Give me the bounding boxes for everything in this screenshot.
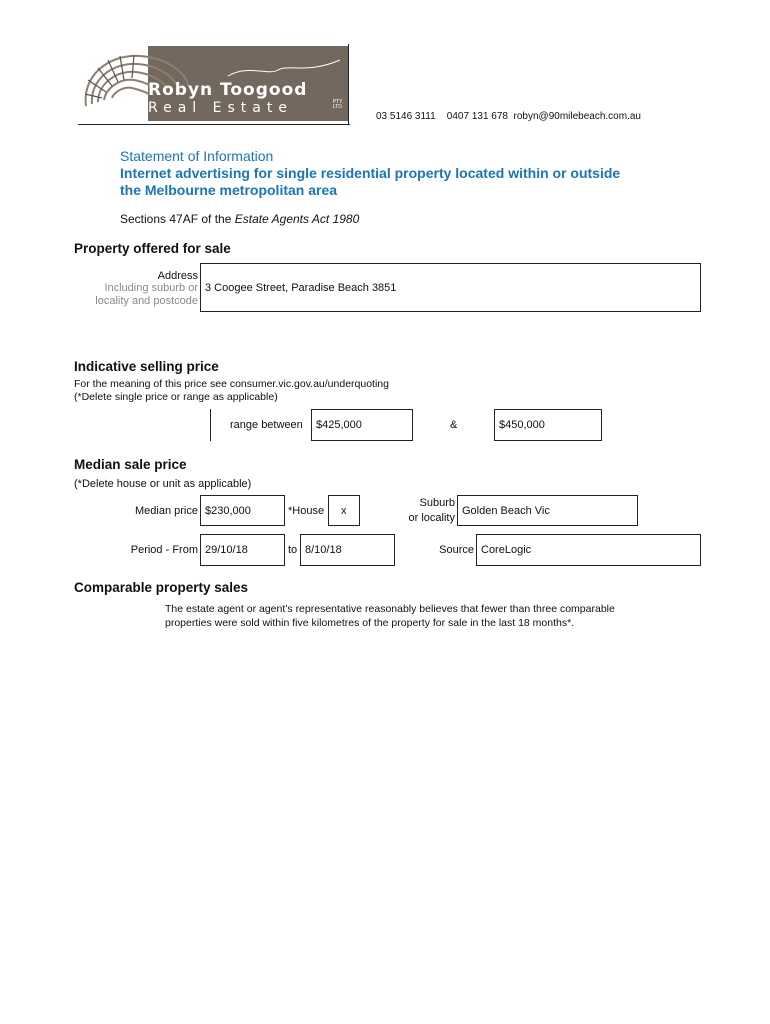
- median-price-label: Median price: [135, 505, 198, 517]
- source-field[interactable]: [476, 534, 701, 566]
- logo-horizontal-rule: [78, 124, 350, 125]
- logo-company-name: Robyn Toogood: [148, 80, 308, 100]
- sections-prefix: Sections 47AF of the: [120, 212, 235, 226]
- indicative-heading: Indicative selling price: [74, 359, 219, 374]
- address-hint-line1: Including suburb or: [104, 282, 198, 294]
- source-label: Source: [439, 544, 474, 556]
- company-logo: [78, 46, 348, 121]
- address-field[interactable]: [200, 263, 701, 312]
- price-low-field[interactable]: [311, 409, 413, 441]
- source-value: CoreLogic: [481, 544, 532, 556]
- price-high-field[interactable]: [494, 409, 602, 441]
- period-to-field[interactable]: [300, 534, 395, 566]
- document-subtitle-line2: the Melbourne metropolitan area: [120, 182, 338, 198]
- suburb-field[interactable]: [457, 495, 638, 526]
- range-between-label: range between: [230, 419, 303, 431]
- logo-vertical-rule: [348, 44, 349, 125]
- house-checkbox[interactable]: [328, 495, 360, 526]
- contact-details: 03 5146 3111 0407 131 678 robyn@90milebeach.com.au: [376, 111, 641, 122]
- price-high-value: $450,000: [499, 419, 545, 431]
- house-checkbox-value: x: [341, 505, 347, 517]
- address-value: 3 Coogee Street, Paradise Beach 3851: [205, 282, 397, 294]
- period-from-field[interactable]: [200, 534, 285, 566]
- sections-act: Estate Agents Act 1980: [234, 212, 360, 226]
- comparable-text-line1: The estate agent or agent’s representative reasonably believes that fewer than three comparable: [165, 603, 615, 615]
- range-ampersand: &: [450, 419, 458, 431]
- sections-reference: [120, 212, 359, 226]
- document-title: Statement of Information: [120, 148, 274, 164]
- median-price-value: $230,000: [205, 505, 251, 517]
- logo-subtitle: Real Estate: [148, 100, 293, 116]
- property-heading: Property offered for sale: [74, 241, 231, 256]
- address-hint-line2: locality and postcode: [95, 295, 198, 307]
- house-label: *House: [288, 505, 325, 517]
- price-range-left-rule: [210, 409, 211, 441]
- period-from-value: 29/10/18: [205, 544, 248, 556]
- indicative-note-2: (*Delete single price or range as applicable): [74, 391, 278, 403]
- suburb-label-line1: Suburb: [419, 497, 455, 509]
- median-heading: Median sale price: [74, 457, 187, 472]
- logo-suffix: PTY. LTD.: [332, 99, 344, 110]
- address-label: Address: [157, 270, 198, 282]
- median-price-field[interactable]: [200, 495, 285, 526]
- period-to-label: to: [288, 544, 298, 556]
- indicative-note-1: For the meaning of this price see consumer.vic.gov.au/underquoting: [74, 378, 389, 390]
- document-subtitle-line1: Internet advertising for single residential property located within or outside: [120, 165, 621, 181]
- comparable-heading: Comparable property sales: [74, 580, 249, 595]
- price-low-value: $425,000: [316, 419, 362, 431]
- period-from-label: Period - From: [130, 544, 198, 556]
- median-note: (*Delete house or unit as applicable): [74, 478, 252, 490]
- suburb-label-line2: or locality: [408, 512, 455, 524]
- comparable-text-line2: properties were sold within five kilometres of the property for sale in the last 18 months*.: [165, 617, 575, 629]
- period-to-value: 8/10/18: [305, 544, 342, 556]
- suburb-value: Golden Beach Vic: [462, 505, 550, 517]
